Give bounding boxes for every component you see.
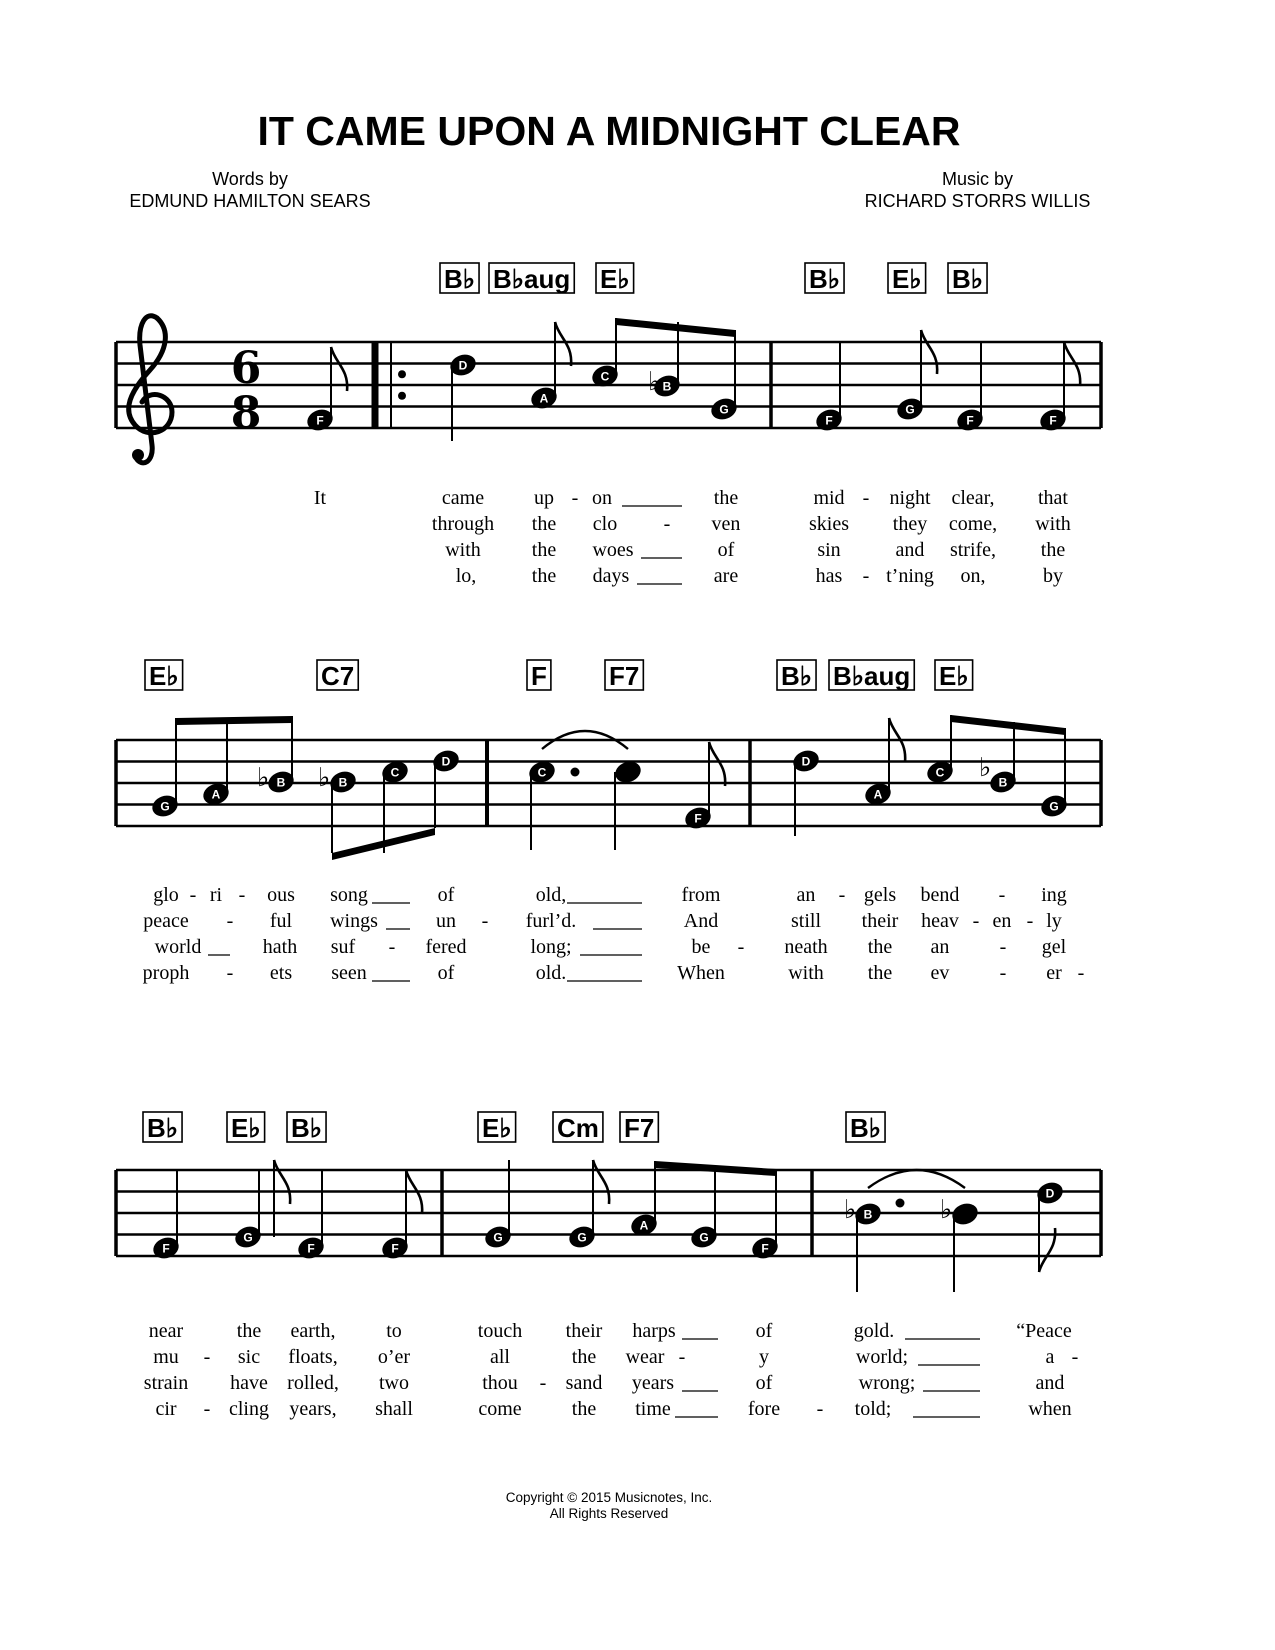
note-flag — [921, 330, 937, 374]
lyric-syllable: And — [683, 910, 719, 932]
lyric-syllable: woes — [592, 539, 634, 561]
chord-symbol-label: E♭ — [149, 661, 179, 691]
lyric-syllable: hath — [262, 936, 298, 958]
lyric-syllable: to — [386, 1320, 402, 1342]
lyric-syllable: seen — [331, 962, 367, 984]
note-letter: B — [998, 775, 1008, 790]
lyric-syllable: time — [635, 1398, 671, 1420]
note-letter: G — [719, 402, 729, 417]
lyrics-block — [143, 884, 1085, 984]
lyric-syllable: wings — [330, 910, 378, 932]
note-letter: G — [493, 1230, 503, 1245]
note-letter: A — [639, 1218, 649, 1233]
lyric-syllable: be — [691, 936, 711, 958]
music-by-label: Music by — [941, 169, 1013, 189]
lyric-syllable: the — [571, 1398, 597, 1420]
lyric-syllable: came — [441, 487, 485, 509]
lyric-syllable: - — [203, 1398, 211, 1420]
note-letter: G — [1049, 799, 1059, 814]
lyric-syllable: world; — [855, 1346, 909, 1368]
chord-symbol — [478, 1112, 516, 1143]
lyric-syllable: ven — [711, 513, 741, 535]
lyric-syllable: of — [717, 539, 735, 561]
lyric-syllable: near — [148, 1320, 184, 1342]
note-letter: F — [825, 413, 833, 428]
lyric-syllable: er — [1046, 962, 1062, 984]
treble-clef-icon — [129, 316, 172, 463]
note-letter: B — [276, 775, 286, 790]
lyric-syllable: have — [230, 1372, 268, 1394]
lyric-syllable: night — [889, 487, 931, 509]
lyric-syllable: an — [930, 936, 950, 958]
lyric-syllable: gels — [863, 884, 897, 906]
lyric-syllable: strain — [143, 1372, 189, 1394]
dot-augmentation — [571, 768, 580, 777]
lyric-syllable: sic — [237, 1346, 261, 1368]
chord-symbol-label: C7 — [321, 661, 355, 691]
lyric-syllable: “Peace — [1016, 1320, 1072, 1342]
lyric-syllable: touch — [477, 1320, 523, 1342]
lyric-syllable: and — [1035, 1372, 1065, 1394]
words-by-label: Words by — [212, 169, 288, 189]
lyric-syllable: the — [236, 1320, 262, 1342]
lyric-syllable: peace — [143, 910, 189, 932]
lyric-syllable: lo, — [455, 565, 477, 587]
lyric-syllable: proph — [142, 962, 190, 984]
chord-symbol-label: B♭ — [291, 1113, 323, 1143]
lyric-syllable: on, — [960, 565, 986, 587]
lyric-syllable: on — [592, 487, 612, 509]
lyric-syllable: clear, — [951, 487, 995, 509]
note-letter: G — [699, 1230, 709, 1245]
lyric-syllable: mid — [813, 487, 845, 509]
flat-accidental-icon: ♭ — [979, 753, 992, 783]
lyric-syllable: - — [226, 910, 234, 932]
lyric-syllable: song — [330, 884, 368, 906]
lyric-syllable: ri — [209, 884, 223, 906]
chord-symbol-label: E♭ — [231, 1113, 261, 1143]
lyric-syllable: a — [1045, 1346, 1055, 1368]
chord-symbol — [553, 1112, 603, 1143]
dot-augmentation — [896, 1199, 905, 1208]
lyric-syllable: long; — [530, 936, 572, 958]
lyric-syllable: come, — [948, 513, 998, 535]
lyrics-block — [314, 487, 1071, 587]
lyric-syllable: thou — [482, 1372, 518, 1394]
chord-symbol-label: F7 — [609, 661, 640, 691]
copyright-notice — [0, 1490, 1218, 1522]
note-letter: F — [966, 413, 974, 428]
note-letter: A — [873, 787, 883, 802]
lyric-syllable: glo — [153, 884, 179, 906]
chord-symbol — [227, 1112, 265, 1143]
lyric-syllable: still — [790, 910, 822, 932]
music-system — [116, 263, 1101, 587]
lyric-syllable: skies — [809, 513, 849, 535]
note-flag — [274, 1160, 290, 1204]
lyric-syllable: - — [226, 962, 234, 984]
lyric-syllable: harps — [632, 1320, 676, 1342]
lyric-syllable: ful — [269, 910, 293, 932]
lyric-syllable: - — [816, 1398, 824, 1420]
flat-accidental-icon: ♭ — [318, 763, 331, 793]
lyricist-name: EDMUND HAMILTON SEARS — [129, 191, 371, 211]
chord-symbol-label: F7 — [624, 1113, 655, 1143]
time-signature-bottom: 8 — [230, 388, 262, 439]
lyric-syllable: world — [154, 936, 202, 958]
lyric-syllable: told; — [854, 1398, 892, 1420]
note-letter: C — [600, 369, 610, 384]
lyric-syllable: ets — [269, 962, 293, 984]
lyric-syllable: the — [867, 962, 893, 984]
lyric-syllable: suf — [330, 936, 356, 958]
lyric-syllable: gel — [1041, 936, 1067, 958]
chord-symbol — [287, 1112, 326, 1143]
repeat-dot — [398, 392, 406, 400]
lyric-syllable: of — [755, 1320, 773, 1342]
lyric-syllable: - — [481, 910, 489, 932]
flat-accidental-icon: ♭ — [257, 763, 270, 793]
lyric-syllable: earth, — [290, 1320, 336, 1342]
music-system — [116, 1112, 1101, 1420]
lyric-syllable: with — [445, 539, 481, 561]
note-letter: D — [441, 754, 451, 769]
song-title: IT CAME UPON A MIDNIGHT CLEAR — [257, 108, 961, 154]
lyric-syllable: with — [788, 962, 824, 984]
note-letter: B — [863, 1207, 873, 1222]
note-letter: F — [391, 1241, 399, 1256]
lyric-syllable: - — [388, 936, 396, 958]
chord-symbol-label: Cm — [557, 1113, 599, 1143]
lyric-syllable: years — [631, 1372, 675, 1394]
lyric-syllable: the — [713, 487, 739, 509]
chord-symbol-label: B♭ — [444, 264, 476, 294]
lyric-syllable: - — [999, 962, 1007, 984]
chord-symbol-label: B♭aug — [493, 264, 571, 294]
lyric-syllable: through — [431, 513, 495, 535]
lyric-syllable: t’ning — [886, 565, 934, 587]
lyric-syllable: un — [436, 910, 456, 932]
lyric-syllable: When — [677, 962, 725, 984]
lyric-syllable: ev — [930, 962, 950, 984]
note-letter: D — [801, 754, 811, 769]
lyric-syllable: mu — [153, 1346, 179, 1368]
lyric-syllable: ly — [1046, 910, 1062, 932]
lyric-syllable: - — [737, 936, 745, 958]
chord-symbol-label: F — [531, 661, 547, 691]
lyric-syllable: days — [592, 565, 630, 587]
chord-symbol — [527, 660, 551, 691]
lyric-syllable: sin — [817, 539, 841, 561]
lyric-syllable: old, — [535, 884, 567, 906]
composer-name: RICHARD STORRS WILLIS — [864, 191, 1091, 211]
lyric-syllable: when — [1028, 1398, 1072, 1420]
lyric-syllable: clo — [592, 513, 618, 535]
chord-symbol — [317, 660, 358, 691]
lyric-syllable: bend — [920, 884, 960, 906]
chord-symbol-label: E♭ — [892, 264, 922, 294]
lyric-syllable: years, — [289, 1398, 337, 1420]
chord-symbol — [935, 660, 973, 691]
lyric-syllable: fered — [425, 936, 467, 958]
time-signature-top: 6 — [230, 343, 262, 394]
lyric-syllable: the — [1040, 539, 1066, 561]
lyric-syllable: of — [437, 884, 455, 906]
lyric-syllable: - — [571, 487, 579, 509]
lyric-syllable: cir — [155, 1398, 177, 1420]
lyric-syllable: up — [534, 487, 554, 509]
chord-symbol — [145, 660, 183, 691]
lyric-syllable: ous — [267, 884, 295, 906]
lyric-syllable: floats, — [288, 1346, 338, 1368]
note-letter: C — [390, 765, 400, 780]
lyric-syllable: an — [796, 884, 816, 906]
lyric-syllable: by — [1043, 565, 1063, 587]
chord-symbol-label: E♭ — [939, 661, 969, 691]
lyric-syllable: their — [861, 910, 899, 932]
lyric-syllable: and — [895, 539, 925, 561]
lyric-syllable: o’er — [377, 1346, 411, 1368]
note-letter: B — [662, 379, 672, 394]
note-letter: G — [160, 799, 170, 814]
chord-symbol — [440, 263, 479, 294]
chord-symbol — [489, 263, 574, 294]
lyric-syllable: rolled, — [287, 1372, 339, 1394]
time-signature — [231, 343, 262, 439]
lyric-syllable: with — [1035, 513, 1071, 535]
lyric-syllable: strife, — [949, 539, 997, 561]
chord-symbol-label: B♭ — [147, 1113, 179, 1143]
note-letter: G — [905, 402, 915, 417]
note-flag — [555, 322, 571, 366]
lyric-syllable: - — [998, 884, 1006, 906]
note-letter: G — [243, 1230, 253, 1245]
lyric-syllable: - — [999, 936, 1007, 958]
chord-symbol-label: B♭aug — [833, 661, 911, 691]
note-letter: G — [577, 1230, 587, 1245]
note-letter: F — [316, 413, 324, 428]
note-flag — [593, 1160, 609, 1204]
note-letter: F — [162, 1241, 170, 1256]
lyric-syllable: of — [755, 1372, 773, 1394]
lyric-syllable: - — [678, 1346, 686, 1368]
flat-accidental-icon: ♭ — [648, 367, 661, 397]
note-letter: A — [539, 391, 549, 406]
lyric-syllable: ing — [1041, 884, 1067, 906]
lyrics-block — [144, 1320, 1079, 1420]
lyric-syllable: old. — [535, 962, 567, 984]
note-letter: D — [458, 358, 468, 373]
note-beam — [616, 318, 735, 337]
repeat-dot — [398, 370, 406, 378]
chord-symbol — [888, 263, 926, 294]
lyric-syllable: - — [1071, 1346, 1079, 1368]
note-flag — [709, 742, 725, 786]
lyric-syllable: - — [1026, 910, 1034, 932]
chord-symbol — [605, 660, 643, 691]
lyric-syllable: - — [838, 884, 846, 906]
note-letter: F — [307, 1241, 315, 1256]
chord-symbol — [143, 1112, 182, 1143]
chord-symbol-label: B♭ — [850, 1113, 882, 1143]
lyric-syllable: - — [539, 1372, 547, 1394]
lyric-syllable: the — [531, 565, 557, 587]
lyric-syllable: - — [203, 1346, 211, 1368]
lyric-syllable: all — [490, 1346, 510, 1368]
chord-symbol-label: B♭ — [781, 661, 813, 691]
note-beam — [176, 716, 292, 725]
note-letter: A — [211, 787, 221, 802]
lyric-syllable: the — [531, 513, 557, 535]
lyric-syllable: that — [1038, 487, 1068, 509]
chord-symbol — [805, 263, 844, 294]
chord-symbol-label: E♭ — [600, 264, 630, 294]
flat-accidental-icon: ♭ — [940, 1195, 953, 1225]
lyric-syllable: the — [867, 936, 893, 958]
lyric-syllable: - — [972, 910, 980, 932]
lyric-syllable: en — [992, 910, 1012, 932]
lyric-syllable: - — [862, 487, 870, 509]
chord-symbol — [829, 660, 914, 691]
lyric-syllable: wrong; — [858, 1372, 916, 1394]
lyric-syllable: sand — [565, 1372, 603, 1394]
rights-line: All Rights Reserved — [549, 1506, 669, 1521]
note-beam — [951, 715, 1065, 735]
chord-symbol — [596, 263, 634, 294]
chord-symbol-label: B♭ — [809, 264, 841, 294]
lyric-syllable: the — [531, 539, 557, 561]
lyric-syllable: has — [815, 565, 843, 587]
chord-symbol — [620, 1112, 658, 1143]
note-letter: C — [537, 765, 547, 780]
lyric-syllable: neath — [784, 936, 828, 958]
tie-slur — [868, 1170, 965, 1188]
lyric-syllable: gold. — [853, 1320, 895, 1342]
lyric-syllable: - — [189, 884, 197, 906]
lyric-syllable: their — [565, 1320, 603, 1342]
lyric-syllable: fore — [747, 1398, 781, 1420]
flat-accidental-icon: ♭ — [844, 1195, 857, 1225]
note-letter: F — [1049, 413, 1057, 428]
lyric-syllable: cling — [229, 1398, 269, 1420]
lyric-syllable: the — [571, 1346, 597, 1368]
lyric-syllable: It — [313, 487, 327, 509]
lyric-syllable: of — [437, 962, 455, 984]
note-letter: C — [935, 765, 945, 780]
note-letter: F — [694, 811, 702, 826]
music-system — [116, 660, 1101, 984]
chord-symbol-label: E♭ — [482, 1113, 512, 1143]
chord-symbol — [846, 1112, 885, 1143]
lyric-syllable: shall — [375, 1398, 413, 1420]
note-letter: B — [338, 775, 348, 790]
lyric-syllable: are — [713, 565, 739, 587]
lyric-syllable: heav — [921, 910, 959, 932]
lyric-syllable: furl’d. — [525, 910, 577, 932]
note-letter: D — [1045, 1186, 1055, 1201]
lyric-syllable: from — [681, 884, 721, 906]
lyric-syllable: they — [892, 513, 928, 535]
lyric-syllable: y — [759, 1346, 769, 1368]
chord-symbol-label: B♭ — [952, 264, 984, 294]
lyric-syllable: come — [478, 1398, 522, 1420]
lyric-syllable: wear — [625, 1346, 665, 1368]
lyric-syllable: - — [1077, 962, 1085, 984]
lyric-syllable: - — [238, 884, 246, 906]
chord-symbol — [948, 263, 987, 294]
chord-symbol — [777, 660, 816, 691]
lyric-syllable: - — [862, 565, 870, 587]
note-letter: F — [761, 1241, 769, 1256]
lyric-syllable: two — [379, 1372, 409, 1394]
copyright-line: Copyright © 2015 Musicnotes, Inc. — [505, 1490, 713, 1505]
lyric-syllable: - — [663, 513, 671, 535]
